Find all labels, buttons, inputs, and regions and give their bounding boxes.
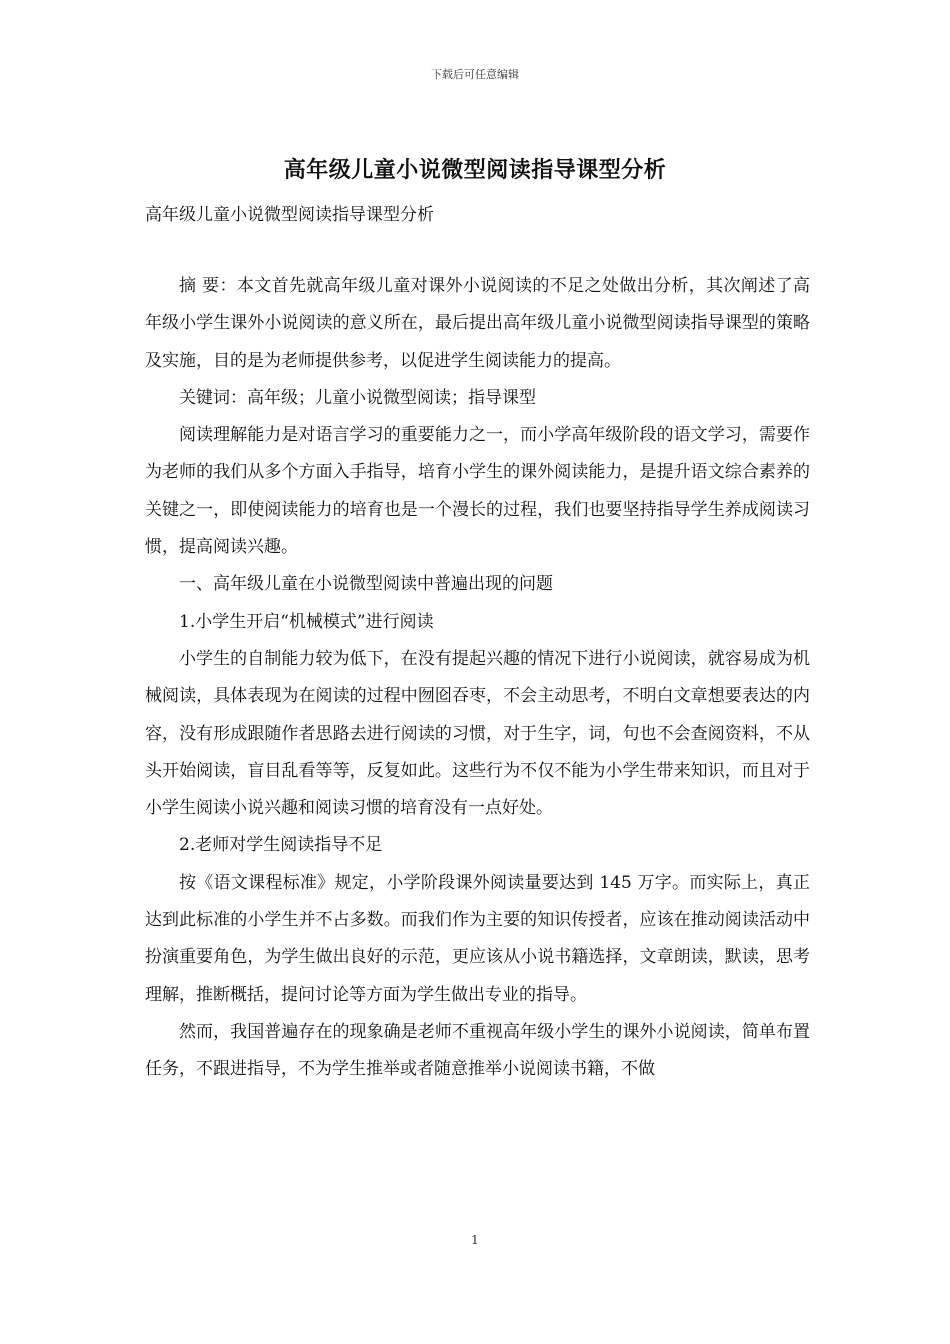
page-header: 下载后可任意编辑 <box>431 68 519 81</box>
subsection-heading: 1.小学生开启“机械模式”进行阅读 <box>179 611 434 632</box>
body-paragraph: 然而，我国普遍存在的现象确是老师不重视高年级小学生的课外小说阅读，简单布置任务，不跟进指导，不为学生推举或者随意推举小说阅读书籍，不做 <box>145 1021 810 1080</box>
section-heading: 一、高年级儿童在小说微型阅读中普遍出现的问题 <box>179 574 553 595</box>
body-paragraph: 阅读理解能力是对语言学习的重要能力之一，而小学高年级阶段的语文学习，需要作为老师的我们从多个方面入手指导，培育小学生的课外阅读能力，是提升语文综合素养的关键之一，即使阅读能力的培育也是一个漫长的过程，我们也要坚持指导学生养成阅读习惯，提高阅读兴趣。 <box>145 425 810 558</box>
document-body <box>145 268 810 1089</box>
keywords-paragraph: 关键词：高年级；儿童小说微型阅读；指导课型 <box>179 387 536 408</box>
abstract-paragraph: 摘 要：本文首先就高年级儿童对课外小说阅读的不足之处做出分析，其次阐述了高年级小学生课外小说阅读的意义所在，最后提出高年级儿童小说微型阅读指导课型的策略及实施，目的是为老师提供参考，以促进学生阅读能力的提高。 <box>145 276 810 371</box>
page-number: 1 <box>471 1233 479 1247</box>
document-title: 高年级儿童小说微型阅读指导课型分析 <box>283 157 667 183</box>
body-paragraph: 小学生的自制能力较为低下，在没有提起兴趣的情况下进行小说阅读，就容易成为机械阅读，具体表现为在阅读的过程中囫囵吞枣，不会主动思考，不明白文章想要表达的内容，没有形成跟随作者思路去进行阅读的习惯，对于生字，词，句也不会查阅资料，不从头开始阅读，盲目乱看等等，反复如此。这些行为不仅不能为小学生带来知识，而且对于小学生阅读小说兴趣和阅读习惯的培育没有一点好处。 <box>145 648 810 819</box>
subsection-heading: 2.老师对学生阅读指导不足 <box>179 835 383 856</box>
body-paragraph: 按《语文课程标准》规定，小学阶段课外阅读量要达到 145 万字。而实际上，真正达到此标准的小学生并不占多数。而我们作为主要的知识传授者，应该在推动阅读活动中扮演重要角色，为学生做出良好的示范，更应该从小说书籍选择，文章朗读，默读，思考理解，推断概括，提问讨论等方面为学生做出专业的指导。 <box>145 872 810 1005</box>
document-subtitle: 高年级儿童小说微型阅读指导课型分析 <box>145 205 434 225</box>
